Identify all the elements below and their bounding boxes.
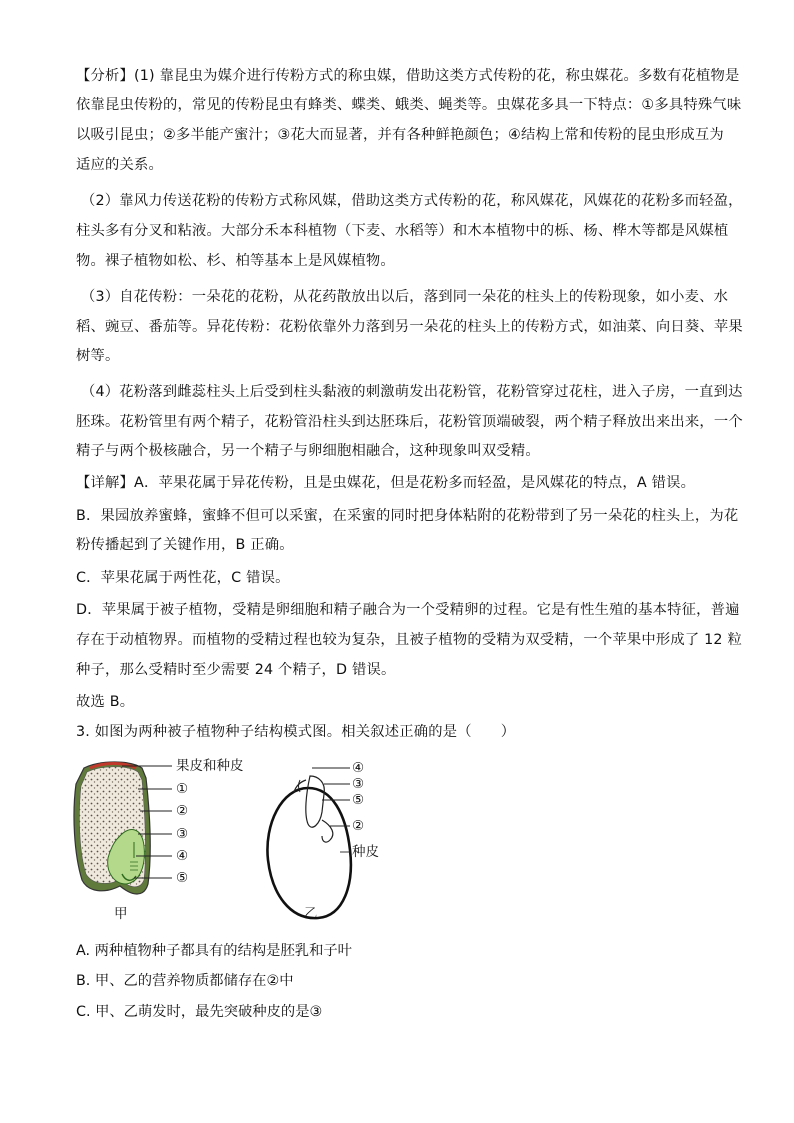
question-option-b: B. 甲、乙的营养物质都储存在②中 bbox=[76, 973, 294, 989]
detail-option-b-line-2: 粉传播起到了关键作用，B 正确。 bbox=[76, 537, 294, 553]
analysis-p1-line-2: 依靠昆虫传粉的，常见的传粉昆虫有蜂类、蝶类、蛾类、蝇类等。虫媒花多具一下特点：①多具特殊气味 bbox=[76, 97, 742, 113]
analysis-p4-line-1: （4）花粉落到雌蕊柱头上后受到柱头黏液的刺激萌发出花粉管，花粉管穿过花柱，进入子房，一直到达 bbox=[81, 384, 743, 400]
analysis-p2-line-1: （2）靠风力传送花粉的传粉方式称风媒，借助这类方式传粉的花，称风媒花，风媒花的花粉多而轻盈， bbox=[81, 193, 743, 209]
question-stem: 3. 如图为两种被子植物种子结构模式图。相关叙述正确的是（ ） bbox=[76, 724, 516, 740]
analysis-p2-line-3: 物。裸子植物如松、杉、柏等基本上是风媒植物。 bbox=[76, 253, 395, 269]
analysis-p3-line-3: 树等。 bbox=[76, 348, 120, 364]
question-option-c: C. 甲、乙萌发时，最先突破种皮的是③ bbox=[76, 1004, 323, 1020]
analysis-p1-line-1: 【分析】(1) 靠昆虫为媒介进行传粉方式的称虫媒，借助这类方式传粉的花，称虫媒花。多数有花植物是 bbox=[76, 68, 740, 84]
corn-label-5: ⑤ bbox=[176, 870, 189, 886]
bean-label-5: ⑤ bbox=[352, 792, 365, 808]
corn-seed-drawing bbox=[74, 762, 150, 894]
analysis-p3-line-1: （3）自花传粉：一朵花的花粉，从花药散放出以后，落到同一朵花的柱头上的传粉现象，如小麦、水 bbox=[81, 289, 729, 305]
bean-seed-drawing bbox=[267, 776, 350, 918]
analysis-p3-line-2: 稻、豌豆、番茄等。异花传粉：花粉依靠外力落到另一朵花的柱头上的传粉方式，如油菜、向日葵、苹果 bbox=[76, 319, 743, 335]
detail-option-c: C．苹果花属于两性花，C 错误。 bbox=[76, 570, 290, 586]
detail-option-d-line-1: D．苹果属于被子植物，受精是卵细胞和精子融合为一个受精卵的过程。它是有性生殖的基本特征，普遍 bbox=[76, 602, 740, 618]
seed-structure-figure bbox=[60, 754, 420, 929]
bean-label-3: ③ bbox=[352, 776, 365, 792]
detail-option-d-line-2: 存在于动植物界。而植物的受精过程也较为复杂，且被子植物的受精为双受精，一个苹果中形成了 12 粒 bbox=[76, 632, 742, 648]
corn-label-1: ① bbox=[176, 781, 189, 797]
answer-line: 故选 B。 bbox=[76, 694, 135, 710]
seed-diagram bbox=[60, 754, 420, 929]
corn-label-2: ② bbox=[176, 803, 189, 819]
analysis-p1-line-3: 以吸引昆虫；②多半能产蜜汁；③花大而显著，并有各种鲜艳颜色；④结构上常和传粉的昆虫形成互为 bbox=[76, 127, 724, 143]
analysis-p4-line-2: 胚珠。花粉管里有两个精子，花粉管沿柱头到达胚珠后，花粉管顶端破裂，两个精子释放出来出来，一个 bbox=[76, 414, 743, 430]
detail-option-a: 【详解】A．苹果花属于异花传粉，且是虫媒花，但是花粉多而轻盈，是风媒花的特点，A 错误。 bbox=[76, 475, 696, 491]
caption-jia: 甲 bbox=[114, 906, 128, 922]
analysis-p2-line-2: 柱头多有分叉和粘液。大部分禾本科植物（下麦、水稻等）和木本植物中的栎、杨、桦木等都是风媒植 bbox=[76, 223, 729, 239]
bean-label-seedcoat: 种皮 bbox=[352, 844, 379, 860]
corn-label-pericarp-seedcoat: 果皮和种皮 bbox=[176, 758, 244, 774]
caption-yi: 乙 bbox=[304, 906, 318, 922]
analysis-p4-line-3: 精子与两个极核融合，另一个精子与卵细胞相融合，这种现象叫双受精。 bbox=[76, 443, 540, 459]
analysis-p1-line-4: 适应的关系。 bbox=[76, 157, 163, 173]
detail-option-d-line-3: 种子，那么受精时至少需要 24 个精子，D 错误。 bbox=[76, 662, 396, 678]
bean-label-4: ④ bbox=[352, 760, 365, 776]
bean-label-2: ② bbox=[352, 818, 365, 834]
question-option-a: A. 两种植物种子都具有的结构是胚乳和子叶 bbox=[76, 943, 352, 959]
corn-label-3: ③ bbox=[176, 826, 189, 842]
detail-option-b-line-1: B．果园放养蜜蜂，蜜蜂不但可以采蜜，在采蜜的同时把身体粘附的花粉带到了另一朵花的柱头上，为花 bbox=[76, 508, 739, 524]
corn-label-4: ④ bbox=[176, 848, 189, 864]
